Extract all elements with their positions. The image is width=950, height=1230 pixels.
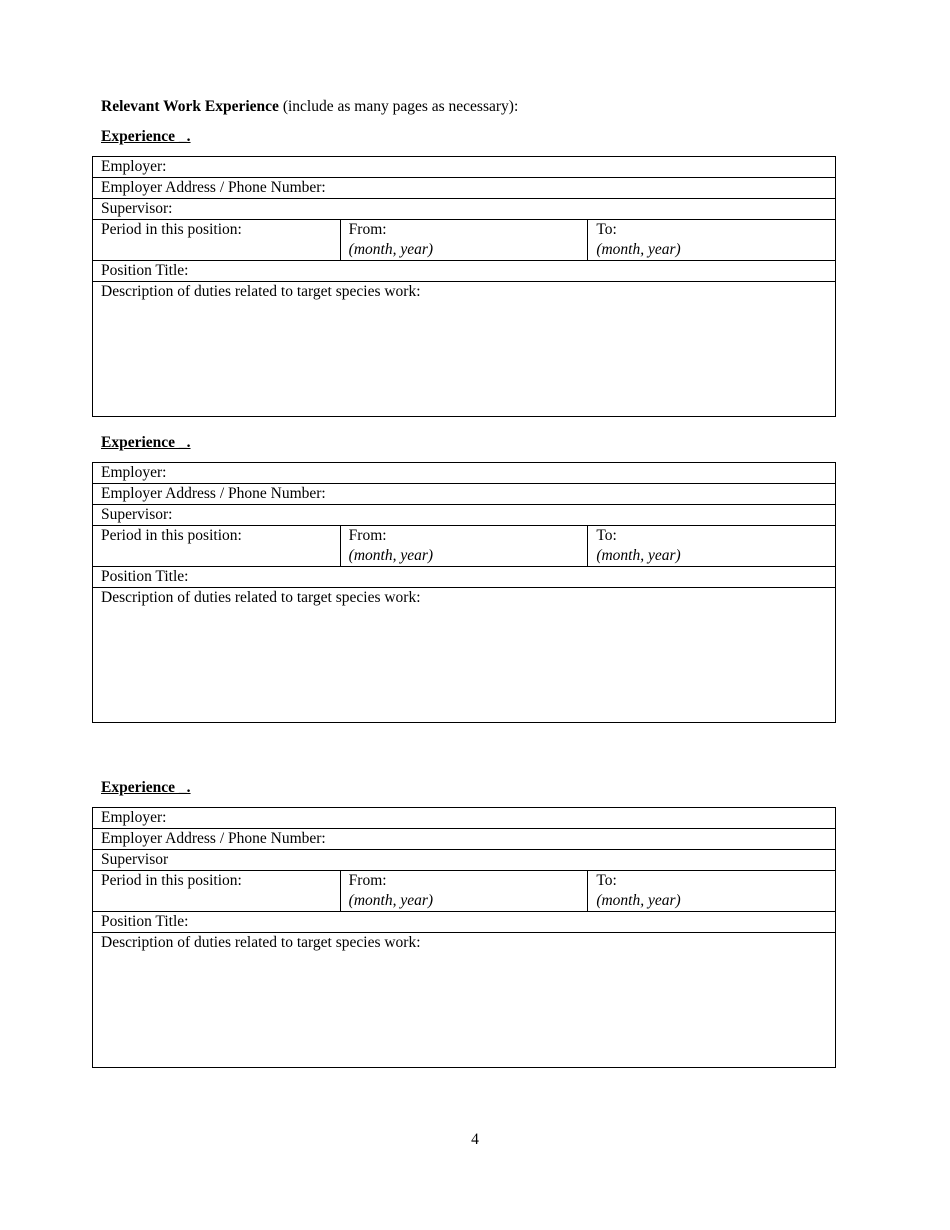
to-label: To: [596, 527, 617, 544]
to-hint: (month, year) [596, 547, 681, 564]
experience-form [92, 462, 836, 723]
section-heading-note: (include as many pages as necessary): [278, 98, 519, 115]
from-hint: (month, year) [348, 892, 434, 909]
experience-title: Experience _. [101, 128, 191, 145]
to-label: To: [596, 221, 617, 238]
description-field[interactable]: Description of duties related to target species work: [93, 588, 836, 723]
employer-address-field[interactable]: Employer Address / Phone Number: [93, 829, 836, 850]
description-field[interactable]: Description of duties related to target species work: [93, 282, 836, 417]
employer-address-field[interactable]: Employer Address / Phone Number: [93, 178, 836, 199]
employer-address-field[interactable]: Employer Address / Phone Number: [93, 484, 836, 505]
period-label: Period in this position: [93, 526, 341, 567]
from-hint: (month, year) [348, 547, 434, 564]
position-title-field[interactable]: Position Title: [93, 567, 836, 588]
supervisor-field[interactable]: Supervisor [93, 850, 836, 871]
supervisor-field[interactable]: Supervisor: [93, 505, 836, 526]
from-field[interactable] [340, 871, 588, 912]
from-label: From: [348, 872, 387, 889]
description-field[interactable]: Description of duties related to target species work: [93, 933, 836, 1068]
page-number: 4 [471, 1131, 479, 1148]
from-hint: (month, year) [348, 241, 434, 258]
to-hint: (month, year) [596, 241, 681, 258]
position-title-field[interactable]: Position Title: [93, 912, 836, 933]
experience-title: Experience _. [101, 779, 191, 796]
experience-title: Experience _. [101, 434, 191, 451]
to-field[interactable] [588, 871, 836, 912]
from-label: From: [348, 221, 387, 238]
experience-form [92, 807, 836, 1068]
from-field[interactable] [340, 526, 588, 567]
to-hint: (month, year) [596, 892, 681, 909]
from-label: From: [348, 527, 387, 544]
to-field[interactable] [588, 526, 836, 567]
section-heading-bold: Relevant Work Experience [101, 98, 279, 115]
employer-field[interactable]: Employer: [93, 157, 836, 178]
experience-form [92, 156, 836, 417]
period-label: Period in this position: [93, 871, 341, 912]
section-heading [101, 97, 518, 117]
employer-field[interactable]: Employer: [93, 808, 836, 829]
position-title-field[interactable]: Position Title: [93, 261, 836, 282]
to-label: To: [596, 872, 617, 889]
supervisor-field[interactable]: Supervisor: [93, 199, 836, 220]
period-label: Period in this position: [93, 220, 341, 261]
to-field[interactable] [588, 220, 836, 261]
employer-field[interactable]: Employer: [93, 463, 836, 484]
from-field[interactable] [340, 220, 588, 261]
